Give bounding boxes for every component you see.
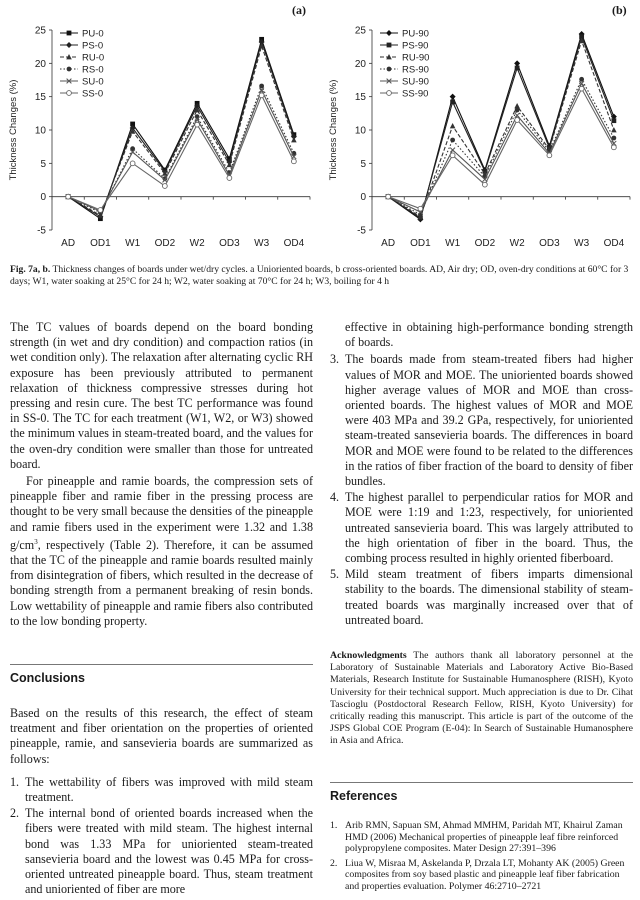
x-tick-label: W3: [254, 238, 270, 249]
y-tick-label: 5: [360, 158, 366, 170]
legend-marker-PU-0: [67, 31, 72, 36]
x-tick-label: W2: [189, 238, 205, 249]
legend-marker-PU-90: [386, 30, 392, 36]
figure-caption-label: Fig. 7a, b.: [10, 264, 51, 275]
y-axis-label: Thickness Changes (%): [8, 79, 19, 181]
data-point-RU-0: [291, 137, 297, 142]
reference-text: Liua W, Misraa M, Askelanda P, Drzala LT, Mohanty AK (2005) Green composites from soy based plastic and pineapple leaf fiber fabrication and properties evaluation. Polymer 46:2710–2721: [345, 857, 625, 892]
data-point-SU-90: [515, 113, 520, 118]
legend-label-PU-0: PU-0: [82, 28, 104, 40]
body-paragraph-1: The TC values of boards depend on the board bonding strength (in wet and dry condition) and compaction ratios (in wet condition only). The relaxation after alternating cyclic RH exposure has been previously attributed to permanent relaxation of thickness compressive stresses during hot pressing and resin cure. The best TC performance was found in SS-0. The TC for each treatment (W1, W2, or W3) showed the minimum values in steam-treated board, and the values for the oven-dry condition were smaller than those for untreated board.: [10, 320, 313, 471]
reference-item: [330, 858, 633, 893]
chart-b: [320, 0, 640, 262]
data-point-SS-0: [130, 161, 135, 166]
data-point-PS-90: [515, 66, 520, 71]
y-tick-label: -5: [357, 225, 366, 237]
superscript-3: 3: [34, 537, 38, 546]
data-point-SS-90: [450, 153, 455, 158]
data-point-SS-90: [579, 86, 584, 91]
figure-caption-text: Thickness changes of boards under wet/dry cycles. a Unioriented boards, b cross-oriented boards. AD, Air dry; OD, oven-dry conditions at 60°C for 3 days; W1, water soaking at 25°C for 24 h; W2, water soaking at 70°C for 24 h; W3, boiling for 4 h: [10, 264, 629, 287]
x-tick-label: OD4: [283, 238, 305, 249]
references-list: [330, 820, 633, 896]
list-item: [330, 490, 633, 566]
y-tick-label: 10: [34, 125, 46, 137]
series-line-SS-0: [68, 95, 294, 210]
x-tick-label: W3: [574, 238, 590, 249]
legend-marker-PS-0: [66, 42, 72, 48]
legend-label-PS-90: PS-90: [402, 40, 429, 52]
data-point-SS-90: [482, 182, 487, 187]
data-point-RU-90: [611, 127, 617, 132]
legend-label-SU-90: SU-90: [402, 76, 429, 88]
legend-label-SS-90: SS-90: [402, 88, 429, 100]
data-point-SS-0: [66, 194, 71, 199]
references-rule: [330, 782, 633, 783]
data-point-PU-90: [450, 94, 456, 100]
conclusions-body: [10, 706, 313, 898]
data-point-SS-0: [195, 122, 200, 127]
data-point-SU-90: [450, 148, 455, 153]
x-tick-label: OD4: [603, 238, 625, 249]
x-tick-label: AD: [61, 238, 76, 249]
series-line-SU-90: [388, 83, 614, 212]
data-point-PS-90: [450, 100, 455, 105]
data-point-SS-0: [291, 159, 296, 164]
legend-marker-RS-90: [387, 67, 392, 72]
x-tick-label: W1: [445, 238, 461, 249]
x-tick-label: OD2: [474, 238, 496, 249]
x-tick-label: OD1: [90, 238, 111, 249]
y-tick-label: 0: [360, 192, 366, 204]
data-point-SS-90: [418, 206, 423, 211]
y-tick-label: 15: [354, 92, 366, 104]
y-tick-label: 20: [354, 58, 366, 70]
conclusions-intro: Based on the results of this research, the effect of steam treatment and fiber orientation on the properties of oriented pineapple, ramie, and sansevieria boards are summarized as follows:: [10, 706, 313, 766]
y-axis-label: Thickness Changes (%): [328, 79, 339, 181]
list-item: [330, 352, 633, 489]
data-point-RS-90: [515, 108, 520, 113]
x-tick-label: AD: [381, 238, 396, 249]
x-tick-label: OD3: [219, 238, 240, 249]
right-column: [330, 320, 633, 629]
y-tick-label: 0: [40, 192, 46, 204]
list-item-number: 4.: [330, 490, 340, 505]
data-point-SS-0: [162, 184, 167, 189]
chart-a-panel-label: (a): [292, 3, 306, 17]
reference-number: 2.: [330, 857, 338, 869]
data-point-SS-0: [227, 176, 232, 181]
chart-b-plot: [320, 0, 640, 262]
conclusions-heading: Conclusions: [10, 671, 86, 685]
legend-label-SS-0: SS-0: [82, 88, 104, 100]
list-item: [10, 775, 313, 805]
data-point-RU-90: [450, 123, 456, 128]
chart-a-plot: [0, 0, 320, 262]
x-tick-label: OD3: [539, 238, 560, 249]
y-tick-label: 20: [34, 58, 46, 70]
legend-marker-SS-0: [67, 91, 72, 96]
reference-number: 1.: [330, 820, 338, 831]
reference-item: [330, 820, 633, 855]
data-point-RU-90: [514, 103, 520, 108]
data-point-SS-0: [98, 208, 103, 213]
legend-marker-PS-90: [387, 43, 392, 48]
acknowledgments: [330, 650, 633, 748]
list-item-number: 3.: [330, 352, 340, 367]
y-tick-label: 10: [354, 125, 366, 137]
legend-label-RU-0: RU-0: [82, 52, 105, 64]
list-item-text: The internal bond of oriented boards increased when the fibers were treated with mild steam. The highest internal bond was 1.33 MPa for unioriented steam-treated sansevieria board and the lowest was 0.45 MPa for cross-oriented untreated pineapple board. Thus, steam treatment and unioriented of fiber are more: [25, 806, 313, 897]
data-point-PS-90: [611, 118, 616, 123]
conclusions-rule: [10, 664, 313, 665]
series-line-SS-90: [388, 89, 614, 209]
legend-label-RU-90: RU-90: [402, 52, 430, 64]
reference-text: Arib RMN, Sapuan SM, Ahmad MMHM, Paridah MT, Khairul Zaman HMD (2006) Mechanical properties of pineapple leaf fibre reinforced polypropylene composites. Mater Design 27:391–396: [345, 820, 623, 855]
legend-label-SU-0: SU-0: [82, 76, 104, 88]
figure-caption: [10, 264, 632, 288]
conclusions-list-left: [10, 775, 313, 898]
data-point-SS-90: [611, 145, 616, 150]
x-tick-label: OD1: [410, 238, 431, 249]
conclusions-list-right: [330, 352, 633, 628]
y-tick-label: 25: [354, 25, 366, 37]
data-point-PU-90: [514, 60, 520, 66]
y-tick-label: 5: [40, 158, 46, 170]
list-item-number: 5.: [330, 567, 340, 582]
data-point-SS-90: [515, 118, 520, 123]
data-point-SS-90: [386, 194, 391, 199]
legend-label-RS-90: RS-90: [402, 64, 429, 76]
data-point-SS-0: [259, 93, 264, 98]
x-tick-label: W2: [509, 238, 525, 249]
body-paragraph-2-part-a: For pineapple and ramie boards, the compression sets of pineapple fiber and ramie fiber in the pressing process are thought to be very small because the densities of the pineapple and ramie fibers used in the experiment were 1.32 and 1.38 g/cm: [10, 474, 313, 552]
chart-b-panel-label: (b): [612, 3, 627, 17]
x-tick-label: OD2: [154, 238, 176, 249]
data-point-RS-90: [450, 138, 455, 143]
body-paragraph-2: [10, 474, 313, 629]
y-tick-label: 25: [34, 25, 46, 37]
list-item-number: 2.: [10, 806, 20, 821]
left-column: [10, 320, 313, 629]
x-tick-label: W1: [125, 238, 141, 249]
y-tick-label: 15: [34, 92, 46, 104]
list-item-text: The boards made from steam-treated fibers had higher values of MOR and MOE. The unioriented boards showed higher average values of MOR and MOE than cross-oriented boards. The highest values of MOR and MOE were 403 MPa and 39.2 GPa, respectively, for unioriented steam-treated sansevieria boards. The differences in board MOR and MOE were found to be related to the differences in the ratios of fiber fraction of the board to density of fiber bundles.: [345, 352, 633, 489]
y-tick-label: -5: [37, 225, 46, 237]
legend-label-PU-90: PU-90: [402, 28, 429, 40]
references-heading: References: [330, 789, 398, 803]
list-item-number: 1.: [10, 774, 20, 789]
series-line-SU-0: [68, 90, 294, 211]
list-item: [10, 806, 313, 897]
list-item-text: Mild steam treatment of fibers imparts dimensional stability to the boards. The dimensional stability of steam-treated boards was marginally increased over that of untreated board.: [345, 567, 633, 627]
data-point-SS-90: [547, 153, 552, 158]
continued-item-text: effective in obtaining high-performance bonding strength of boards.: [345, 320, 633, 350]
acknowledgments-text: The authors thank all laboratory personnel at the Laboratory of Sustainable Materials and Laboratory Active Bio-Based Materials, Research Institute for Sustainable Humanosphere (RISH), Kyoto University for their technical support. Much appreciation is due to Dr. Cihat Tascioglu (Postdoctoral Research Fellow, RISH, Kyoto University) for critically reading this manuscript. This article is part of the outcome of the JSPS Global COE Program (E-04): In Search of Sustainable Humanosphere in Asia and Africa.: [330, 650, 633, 747]
legend-label-PS-0: PS-0: [82, 40, 104, 52]
list-item-text: The highest parallel to perpendicular ratios for MOR and MOE were 1:19 and 1:23, respectively, for unioriented untreated sansevieria board. This was largely attributed to the high orientation of fiber in the board. Thus, the combing process resulted in highly oriented fiberboard.: [345, 490, 633, 566]
legend-marker-SS-90: [387, 91, 392, 96]
legend-marker-RS-0: [67, 67, 72, 72]
list-item-text: The wettability of fibers was improved with mild steam treatment.: [25, 774, 313, 805]
acknowledgments-label: Acknowledgments: [330, 650, 407, 661]
list-item: [330, 567, 633, 628]
legend-label-RS-0: RS-0: [82, 64, 104, 76]
body-paragraph-2-part-b: , respectively (Table 2). Therefore, it can be assumed that the TC of the pineapple and ramie boards resulted mainly from disintegration of fibers, which resulted in the decrease of bonding strength from a permanent breaking of resin bonds. Low wettability of pineapple and ramie fibers also contributed to the low bonding property.: [10, 537, 313, 628]
chart-a: [0, 0, 320, 262]
